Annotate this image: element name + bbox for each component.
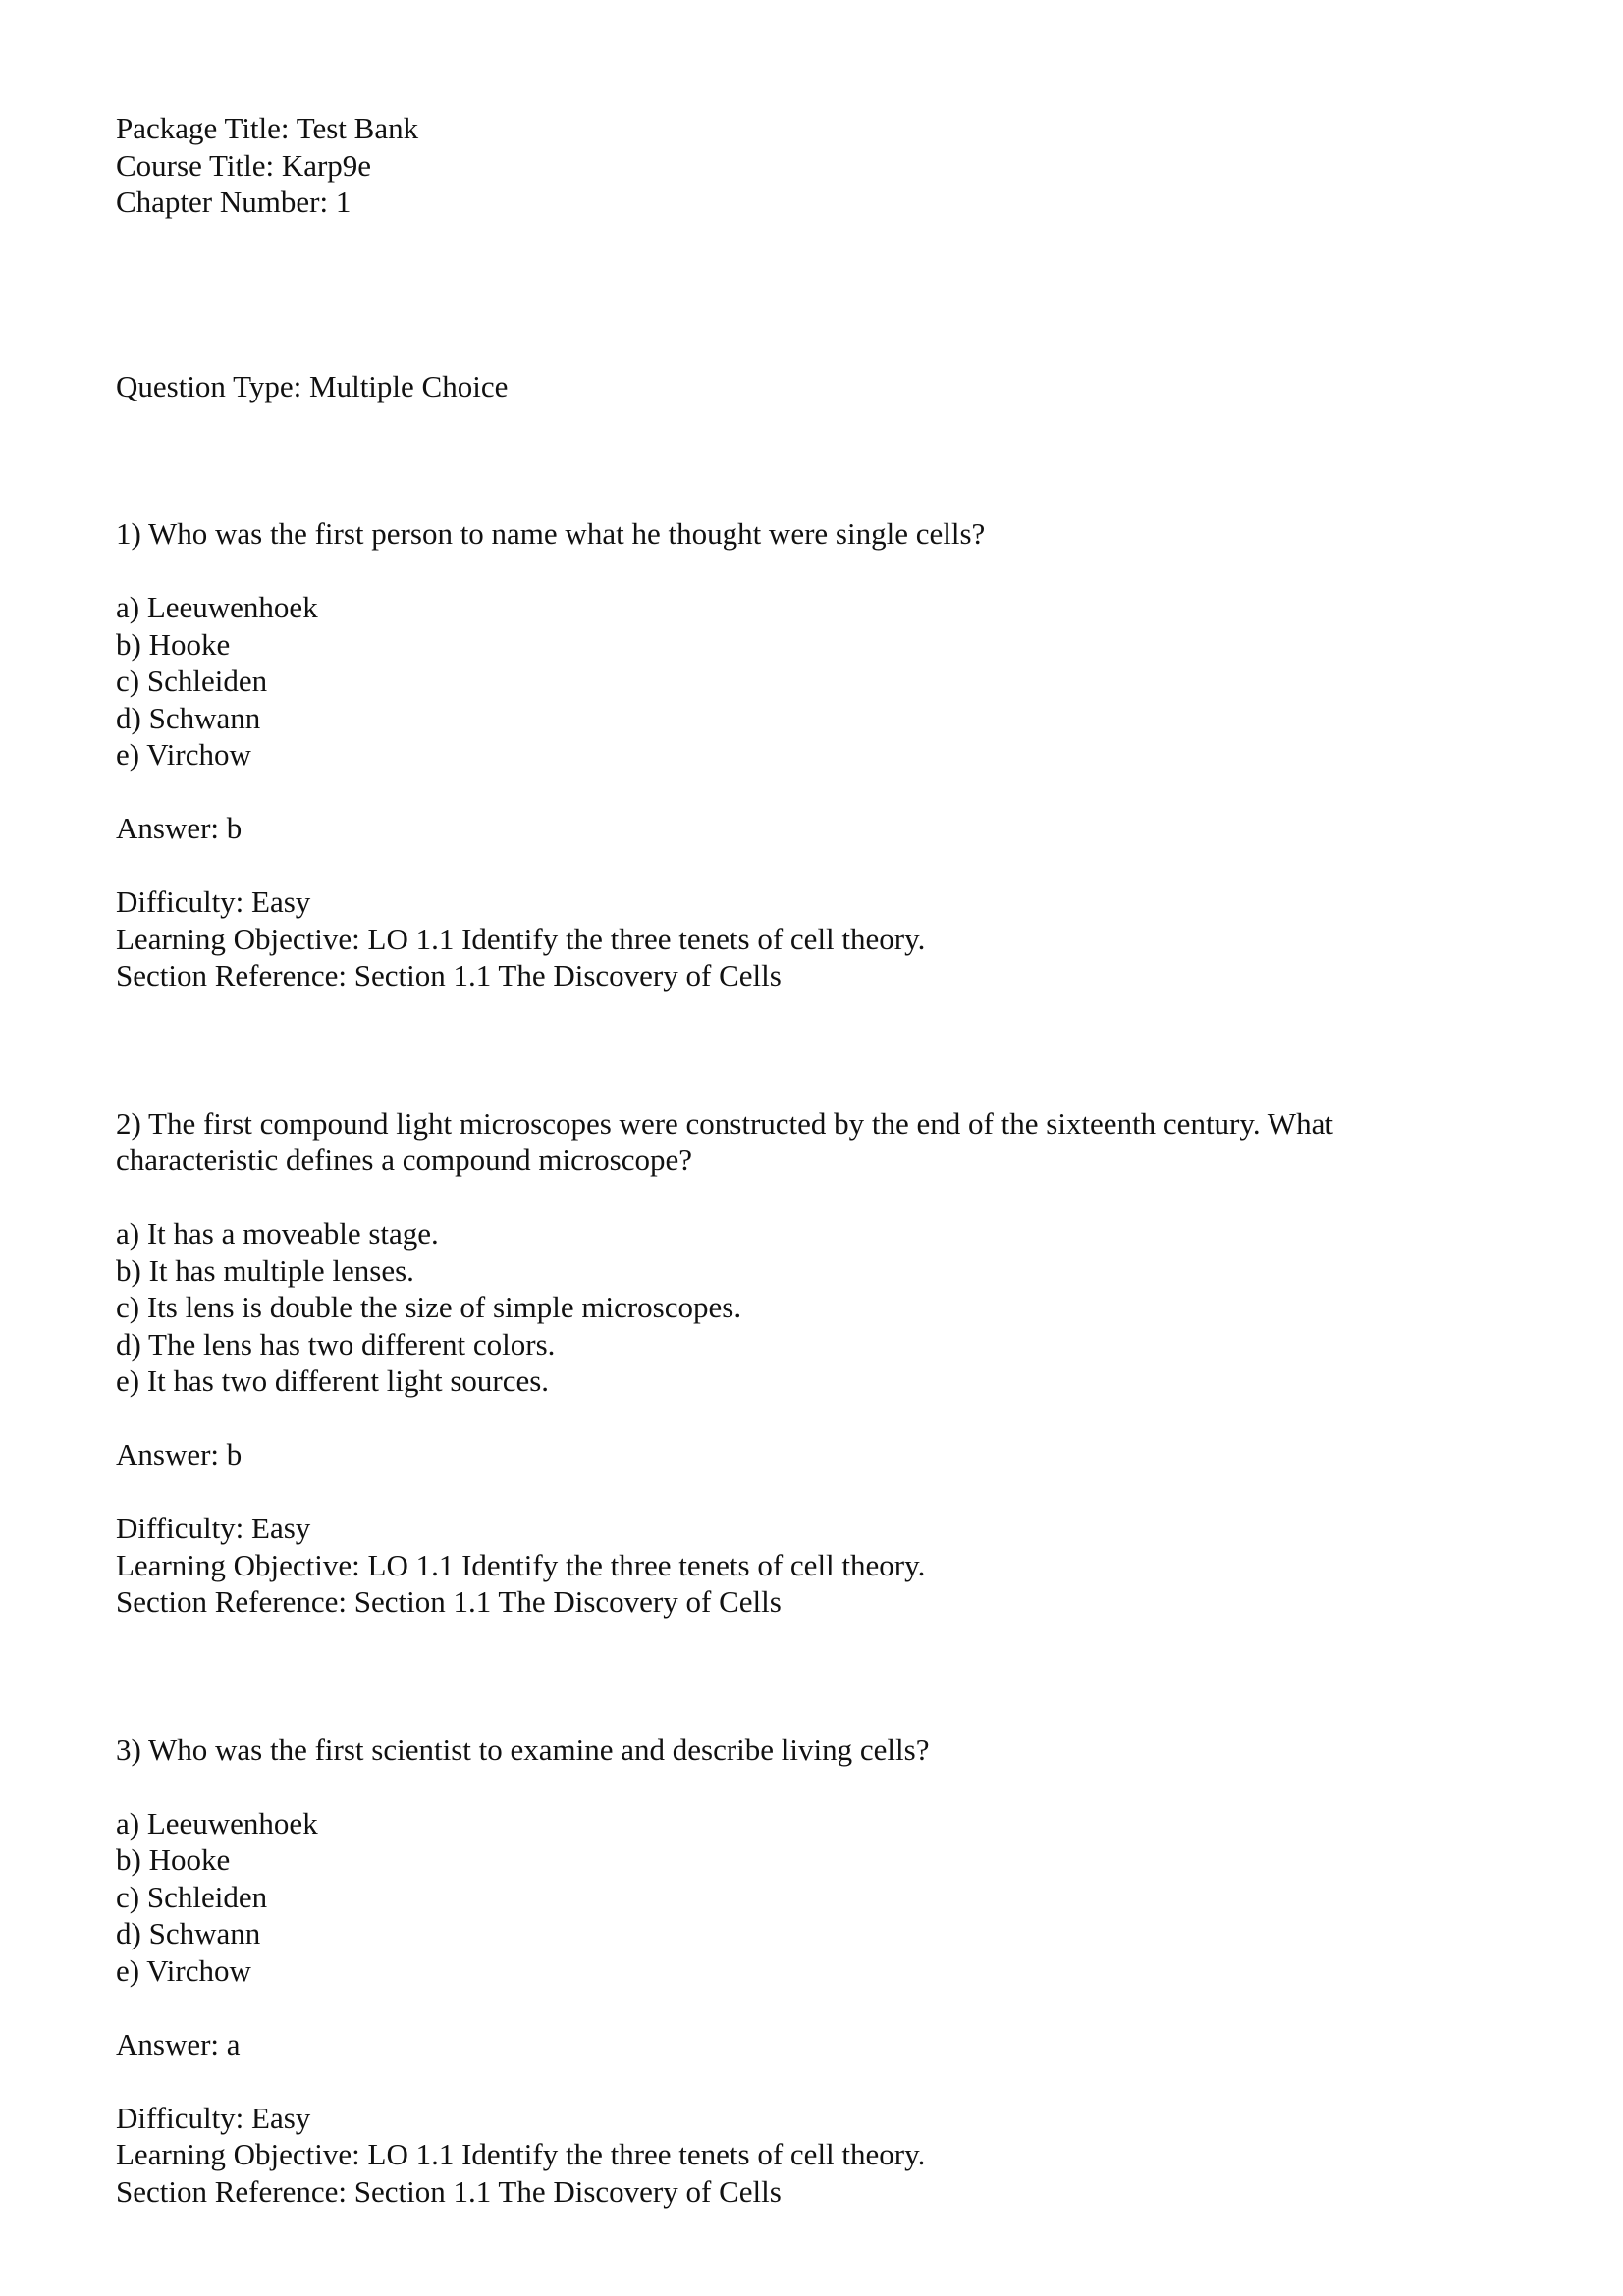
section-reference: Section Reference: Section 1.1 The Discovery of Cells [116,1584,782,1619]
question-3 [116,1732,1510,2211]
question-stem [116,1732,1510,1769]
learning-objective: Learning Objective: LO 1.1 Identify the three tenets of cell theory. [116,921,926,956]
question-metadata [116,1510,1510,1621]
question-type: Question Type: Multiple Choice [116,368,509,403]
question-metadata [116,883,1510,994]
option-c: c) Schleiden [116,1879,268,1914]
answer-options [116,1215,1510,1400]
question-stem-line: 1) Who was the first person to name what he thought were single cells? [116,516,986,551]
question-type-heading [116,368,1510,405]
answer-key: Answer: b [116,811,243,845]
option-e: e) It has two different light sources. [116,1363,550,1398]
option-a: a) Leeuwenhoek [116,1805,318,1841]
option-d: d) Schwann [116,700,261,735]
difficulty: Difficulty: Easy [116,884,311,919]
answer-options [116,589,1510,774]
question-stem-line: 2) The first compound light microscopes were constructed by the end of the sixteenth century. What [116,1105,1333,1141]
option-e: e) Virchow [116,737,251,772]
answer-block [116,810,1510,847]
package-title: Package Title: Test Bank [116,111,419,145]
option-b: b) It has multiple lenses. [116,1253,414,1288]
chapter-number: Chapter Number: 1 [116,185,352,219]
learning-objective: Learning Objective: LO 1.1 Identify the three tenets of cell theory. [116,2137,926,2171]
question-2 [116,1105,1510,1621]
document-header [116,110,1510,221]
course-title: Course Title: Karp9e [116,147,372,183]
option-d: d) The lens has two different colors. [116,1326,556,1362]
learning-objective: Learning Objective: LO 1.1 Identify the three tenets of cell theory. [116,1547,926,1582]
option-e: e) Virchow [116,1952,251,1988]
answer-key: Answer: a [116,2026,241,2061]
section-reference: Section Reference: Section 1.1 The Discovery of Cells [116,958,782,992]
option-d: d) Schwann [116,1916,261,1950]
option-b: b) Hooke [116,1842,231,1877]
section-reference: Section Reference: Section 1.1 The Discovery of Cells [116,2173,782,2209]
question-stem [116,1105,1510,1179]
option-c: c) Its lens is double the size of simple microscopes. [116,1290,742,1324]
answer-key: Answer: b [116,1437,243,1471]
option-a: a) Leeuwenhoek [116,590,318,624]
difficulty: Difficulty: Easy [116,2100,311,2135]
question-stem-line: 3) Who was the first scientist to examine and describe living cells? [116,1732,930,1767]
option-b: b) Hooke [116,626,231,662]
difficulty: Difficulty: Easy [116,1511,311,1545]
answer-block [116,2026,1510,2063]
document-page [116,110,1510,2210]
option-a: a) It has a moveable stage. [116,1216,439,1251]
answer-block [116,1436,1510,1473]
question-stem-line: characteristic defines a compound microscope? [116,1143,693,1177]
question-1 [116,515,1510,994]
option-c: c) Schleiden [116,664,268,698]
question-stem [116,515,1510,553]
question-metadata [116,2100,1510,2211]
answer-options [116,1805,1510,1990]
